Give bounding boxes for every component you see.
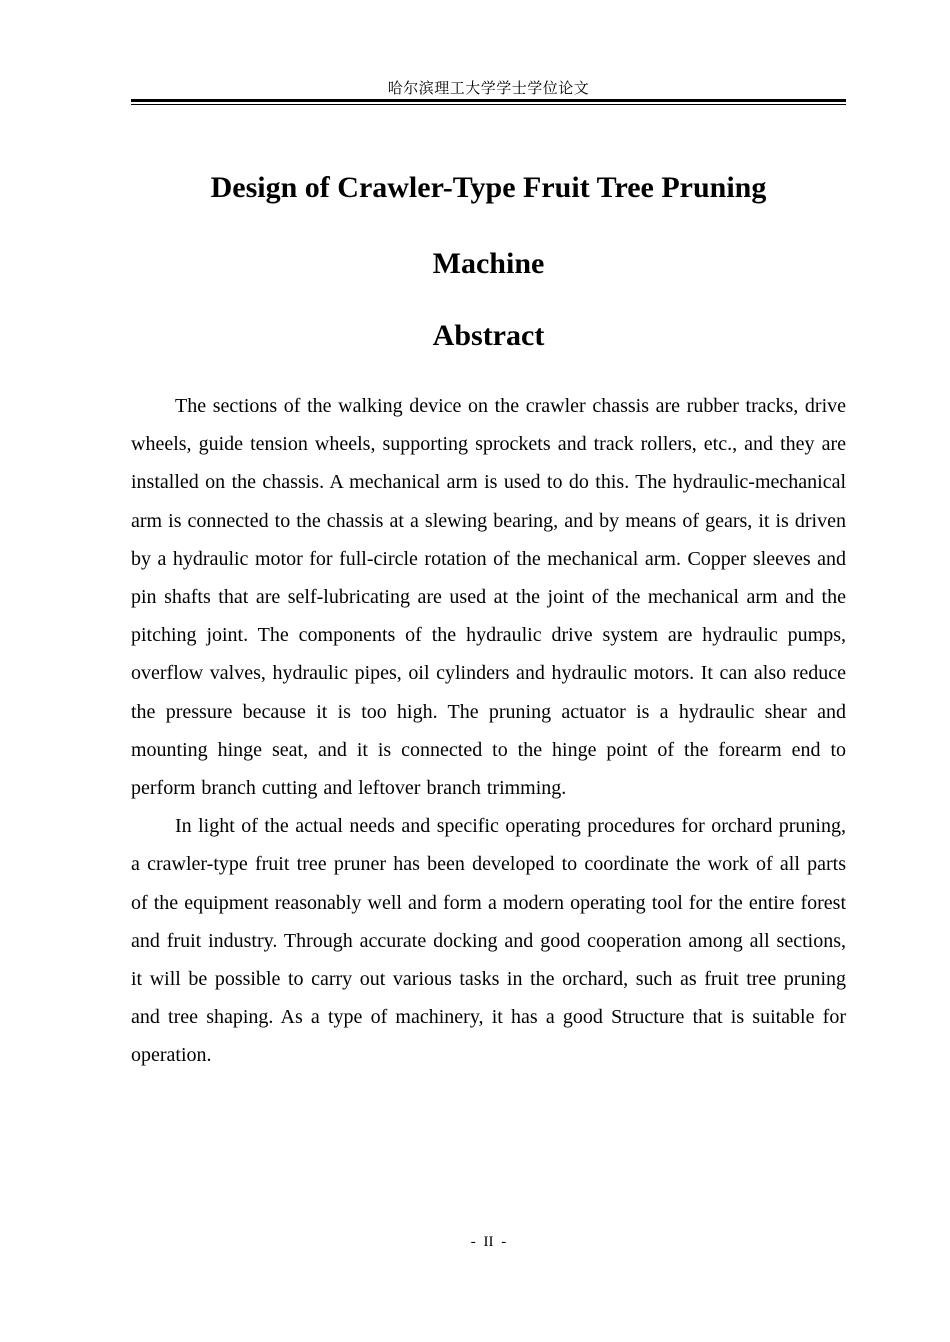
header-rule-thick — [131, 99, 846, 102]
abstract-paragraph-2: In light of the actual needs and specific operating procedures for orchard pruning, a crawler-type fruit tree pruner has been developed to coordinate the work of all parts of the equipment reasonably well and form a modern operating tool for the entire forest and fruit industry. Through accurate docking and good cooperation among all sections, it will be possible to carry out various tasks in the orchard, such as fruit tree pruning and tree shaping. As a type of machinery, it has a good Structure that is suitable for operation. — [131, 815, 846, 1067]
running-header: 哈尔滨理工大学学士学位论文 — [387, 79, 590, 97]
abstract-heading: Abstract — [432, 319, 545, 352]
thesis-title — [131, 150, 846, 302]
thesis-title-line-2: Machine — [432, 247, 545, 280]
thesis-title-line-1: Design of Crawler-Type Fruit Tree Pruning — [210, 171, 767, 204]
page-number: - II - — [470, 1234, 507, 1250]
abstract-body — [131, 387, 846, 1075]
header-rule-thin — [131, 104, 846, 105]
abstract-paragraph-1: The sections of the walking device on the crawler chassis are rubber tracks, drive wheels, guide tension wheels, supporting sprockets and track rollers, etc., and they are installed on the chassis. A mechanical arm is used to do this. The hydraulic-mechanical arm is connected to the chassis at a slewing bearing, and by means of gears, it is driven by a hydraulic motor for full-circle rotation of the mechanical arm. Copper sleeves and pin shafts that are self-lubricating are used at the joint of the mechanical arm and the pitching joint. The components of the hydraulic drive system are hydraulic pumps, overflow valves, hydraulic pipes, oil cylinders and hydraulic motors. It can also reduce the pressure because it is too high. The pruning actuator is a hydraulic shear and mounting hinge seat, and it is connected to the hinge point of the forearm end to perform branch cutting and leftover branch trimming. — [131, 395, 846, 800]
